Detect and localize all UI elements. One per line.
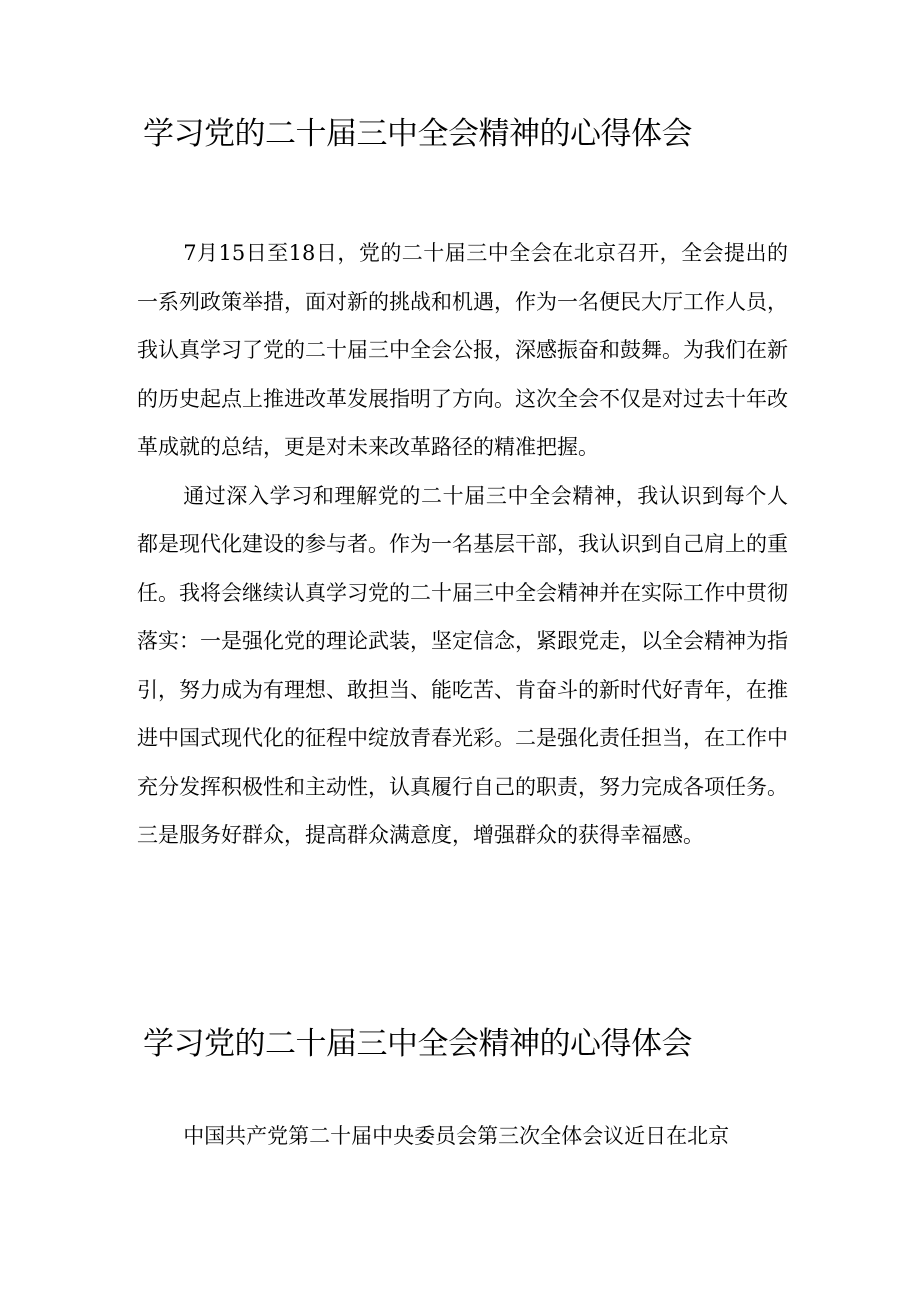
section-2-body	[137, 1112, 788, 1161]
section-1-paragraph-1: 7月15日至18日，党的二十届三中全会在北京召开，全会提出的一系列政策举措，面对新的挑战和机遇，作为一名便民大厅工作人员，我认真学习了党的二十届三中全会公报，深感振奋和鼓舞。为我们在新的历史起点上推进改革发展指明了方向。这次全会不仅是对过去十年改革成就的总结，更是对未来改革路径的精准把握。	[137, 241, 788, 459]
section-1-title: 学习党的二十届三中全会精神的心得体会	[143, 116, 692, 152]
section-2-title: 学习党的二十届三中全会精神的心得体会	[143, 1026, 692, 1062]
section-1-paragraph-2: 通过深入学习和理解党的二十届三中全会精神，我认识到每个人都是现代化建设的参与者。作为一名基层干部，我认识到自己肩上的重任。我将会继续认真学习党的二十届三中全会精神并在实际工作中贯彻落实：一是强化党的理论武装，坚定信念，紧跟党走，以全会精神为指引，努力成为有理想、敢担当、能吃苦、肯奋斗的新时代好青年，在推进中国式现代化的征程中绽放青春光彩。二是强化责任担当，在工作中充分发挥积极性和主动性，认真履行自己的职责，努力完成各项任务。三是服务好群众，提高群众满意度，增强群众的获得幸福感。	[137, 483, 788, 847]
section-1-body	[137, 229, 788, 860]
section-2-paragraph-1: 中国共产党第二十届中央委员会第三次全体会议近日在北京	[183, 1124, 730, 1148]
